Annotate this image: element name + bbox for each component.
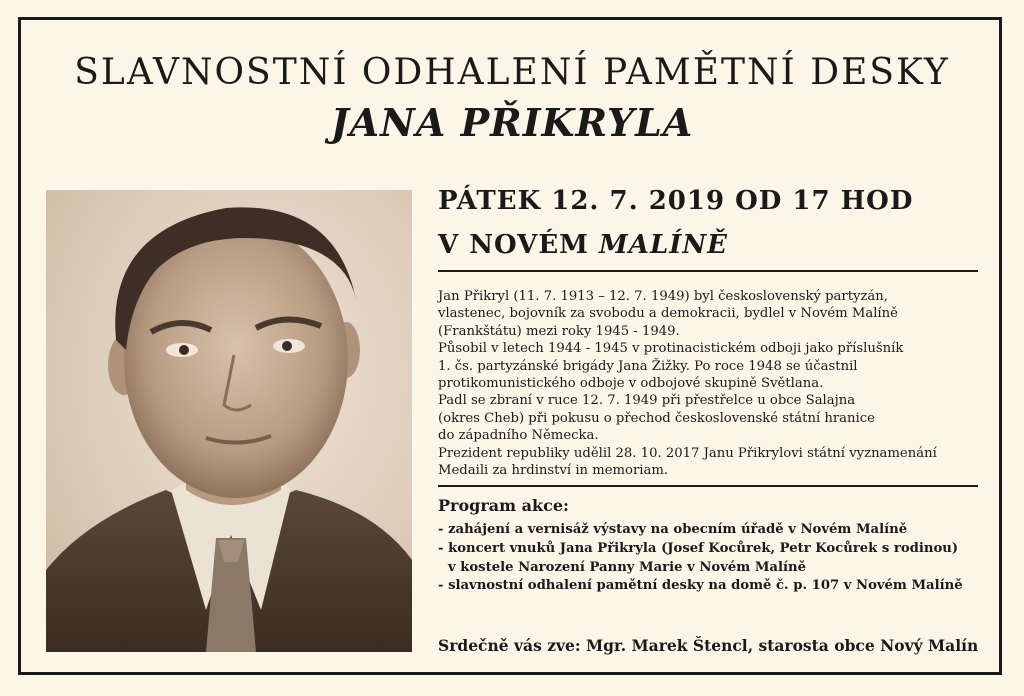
program-item: - zahájení a vernisáž výstavy na obecním úřadě v Novém Malíně	[438, 522, 908, 537]
bio-line: Padl se zbraní v ruce 12. 7. 1949 při přestřelce u obce Salajna	[438, 393, 856, 409]
event-place	[438, 230, 728, 260]
biography	[438, 288, 998, 479]
event-place-prefix: V NOVÉM	[438, 230, 600, 260]
divider	[438, 485, 978, 487]
bio-line: vlastenec, bojovník za svobodu a demokracii, bydlel v Novém Malíně	[438, 306, 898, 322]
event-date: PÁTEK 12. 7. 2019 OD 17 HOD	[438, 186, 914, 216]
bio-line: (Frankštátu) mezi roky 1945 - 1949.	[438, 323, 680, 339]
program-item: - slavnostní odhalení pamětní desky na domě č. p. 107 v Novém Malíně	[438, 578, 963, 594]
bio-line: Prezident republiky udělil 28. 10. 2017 Janu Přikrylovi státní vyznamenání	[438, 445, 937, 461]
program-title: Program akce:	[438, 496, 569, 515]
page-subtitle: JANA PŘIKRYLA	[330, 100, 694, 145]
bio-line: (okres Cheb) při pokusu o přechod československé státní hranice	[438, 410, 875, 426]
program-list	[438, 521, 1008, 596]
page-title: SLAVNOSTNÍ ODHALENÍ PAMĚTNÍ DESKY	[74, 52, 950, 93]
event-place-name: MALÍNĚ	[599, 230, 728, 260]
bio-line: Medaili za hrdinství in memoriam.	[438, 463, 669, 479]
program-item: v kostele Narození Panny Marie v Novém Malíně	[448, 559, 806, 575]
bio-line: Působil v letech 1944 - 1945 v protinacistickém odboji jako příslušník	[438, 341, 904, 357]
bio-line: Jan Přikryl (11. 7. 1913 – 12. 7. 1949) byl československý partyzán,	[438, 289, 888, 304]
bio-line: 1. čs. partyzánské brigády Jana Žižky. Po roce 1948 se účastnil	[438, 358, 858, 374]
portrait-photo	[46, 190, 412, 652]
divider	[438, 270, 978, 272]
bio-line: do západního Německa.	[438, 428, 599, 444]
invitation-line: Srdečně vás zve: Mgr. Marek Štencl, starosta obce Nový Malín	[438, 636, 979, 655]
bio-line: protikomunistického odboje v odbojové skupině Světlana.	[438, 376, 824, 392]
program-item: - koncert vnuků Jana Přikryla (Josef Kocůrek, Petr Kocůrek s rodinou)	[438, 540, 959, 556]
